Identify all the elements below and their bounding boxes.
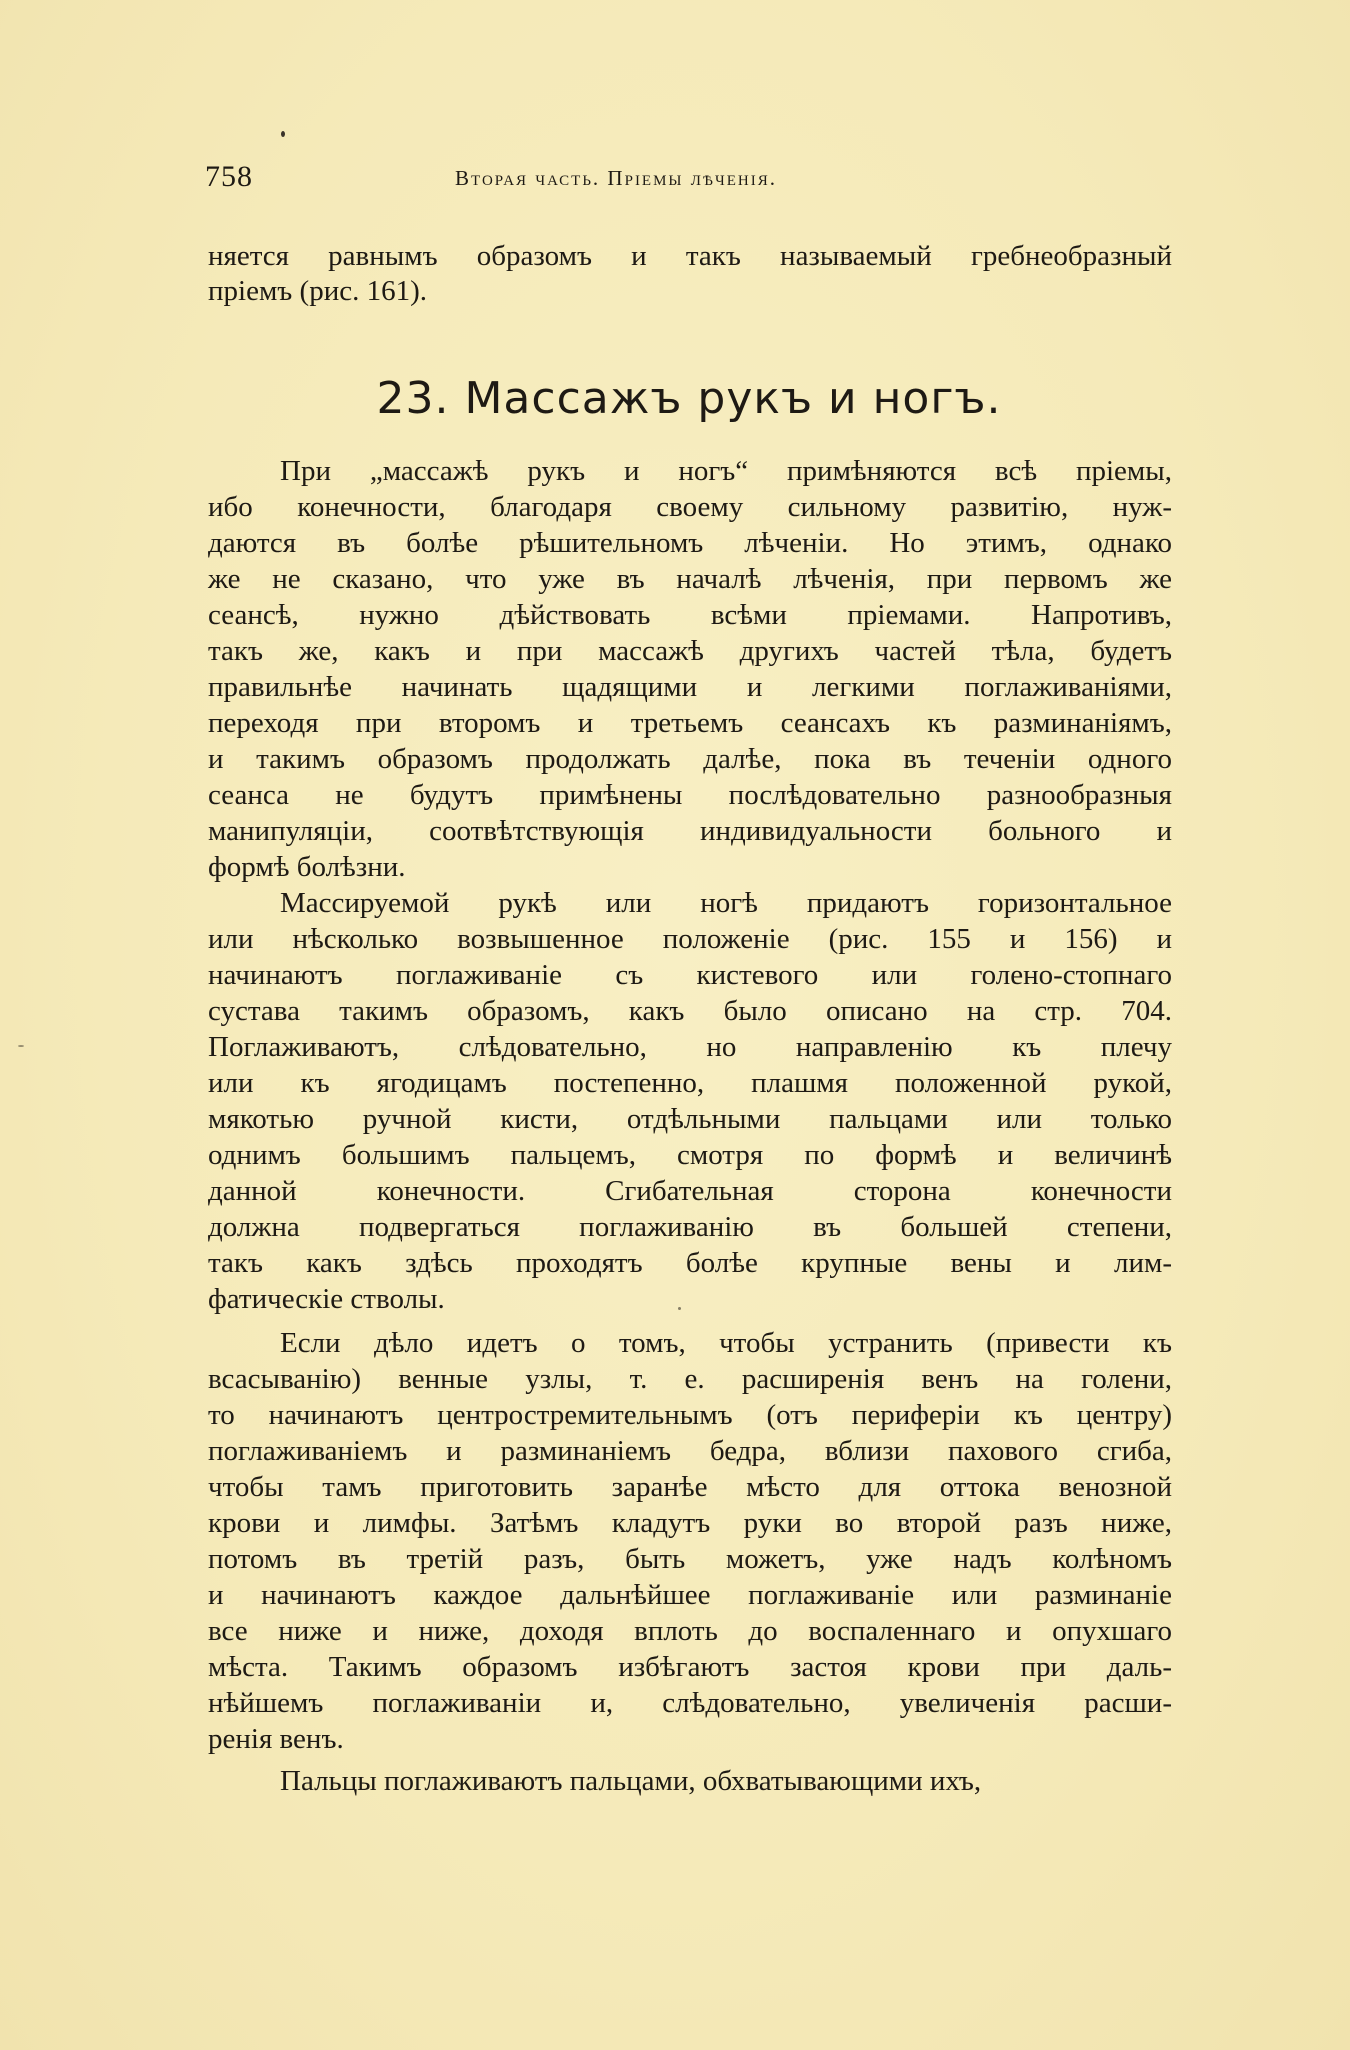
paragraph-first-line: Массируемой рукѣ или ногѣ придаютъ горизонтальное <box>280 887 1172 919</box>
body-line: все ниже и ниже, доходя вплоть до воспаленнаго и опухшаго <box>208 1615 1172 1647</box>
page-number: 758 <box>205 160 253 193</box>
body-line: такъ какъ здѣсь проходятъ болѣе крупные вены и лим- <box>208 1247 1172 1279</box>
body-line: такъ же, какъ и при массажѣ другихъ частей тѣла, будетъ <box>208 635 1172 667</box>
print-speck <box>678 1307 681 1310</box>
paragraph-first-line: Пальцы поглаживаютъ пальцами, обхватывающими ихъ, <box>280 1765 982 1797</box>
body-line: же не сказано, что уже въ началѣ лѣченія, при первомъ же <box>208 563 1172 595</box>
body-line: или къ ягодицамъ постепенно, плашмя положенной рукой, <box>208 1067 1172 1099</box>
body-line: и такимъ образомъ продолжать далѣе, пока въ теченіи одного <box>208 743 1172 775</box>
body-line: начинаютъ поглаживаніе съ кистевого или голено-стопнаго <box>208 959 1172 991</box>
body-line: то начинаютъ центростремительнымъ (отъ периферіи къ центру) <box>208 1399 1172 1431</box>
body-line: ренія венъ. <box>208 1723 344 1755</box>
section-title: 23. Массажъ рукъ и ногъ. <box>376 373 1002 424</box>
body-line: всасыванію) венные узлы, т. е. расширенія венъ на голени, <box>208 1363 1172 1395</box>
body-line: правильнѣе начинать щадящими и легкими поглаживаніями, <box>208 671 1172 703</box>
body-line: крови и лимфы. Затѣмъ кладутъ руки во второй разъ ниже, <box>208 1507 1172 1539</box>
body-line: переходя при второмъ и третьемъ сеансахъ къ разминаніямъ, <box>208 707 1172 739</box>
body-line: потомъ въ третій разъ, быть можетъ, уже надъ колѣномъ <box>208 1543 1172 1575</box>
body-line: формѣ болѣзни. <box>208 851 406 883</box>
page-header <box>205 160 1173 204</box>
body-line: Поглаживаютъ, слѣдовательно, но направленію къ плечу <box>208 1031 1172 1063</box>
paragraph-first-line: Если дѣло идетъ о томъ, чтобы устранить (привести къ <box>280 1327 1172 1359</box>
print-speck <box>281 131 285 137</box>
body-line: пріемъ (рис. 161). <box>208 275 428 307</box>
body-line: сеанса не будутъ примѣнены послѣдовательно разнообразныя <box>208 779 1172 811</box>
paragraph-first-line: При „массажѣ рукъ и ногъ“ примѣняются всѣ пріемы, <box>280 455 1172 487</box>
body-line: сустава такимъ образомъ, какъ было описано на стр. 704. <box>208 995 1172 1027</box>
body-line: сеансѣ, нужно дѣйствовать всѣми пріемами. Напротивъ, <box>208 599 1172 631</box>
body-line: поглаживаніемъ и разминаніемъ бедра, вблизи пахового сгиба, <box>208 1435 1172 1467</box>
body-line: однимъ большимъ пальцемъ, смотря по формѣ и величинѣ <box>208 1139 1172 1171</box>
body-line: данной конечности. Сгибательная сторона конечности <box>208 1175 1172 1207</box>
body-line: няется равнымъ образомъ и такъ называемый гребнеобразный <box>208 240 1172 272</box>
body-line: мѣста. Такимъ образомъ избѣгаютъ застоя крови при даль- <box>208 1651 1172 1683</box>
body-line: ибо конечности, благодаря своему сильному развитію, нуж- <box>208 491 1172 523</box>
print-speck <box>18 1045 24 1047</box>
body-line: и начинаютъ каждое дальнѣйшее поглаживаніе или разминаніе <box>208 1579 1172 1611</box>
running-head: Вторая часть. Пріемы лѣченія. <box>455 166 777 190</box>
body-line: или нѣсколько возвышенное положеніе (рис. 155 и 156) и <box>208 923 1172 955</box>
body-line: манипуляціи, соотвѣтствующія индивидуальности больного и <box>208 815 1172 847</box>
body-line: должна подвергаться поглаживанію въ большей степени, <box>208 1211 1172 1243</box>
body-line: фатическіе стволы. <box>208 1283 445 1315</box>
body-line: нѣйшемъ поглаживаніи и, слѣдовательно, увеличенія расши- <box>208 1687 1172 1719</box>
body-line: даются въ болѣе рѣшительномъ лѣченіи. Но этимъ, однако <box>208 527 1172 559</box>
body-line: мякотью ручной кисти, отдѣльными пальцами или только <box>208 1103 1172 1135</box>
body-line: чтобы тамъ приготовить заранѣе мѣсто для оттока венозной <box>208 1471 1172 1503</box>
